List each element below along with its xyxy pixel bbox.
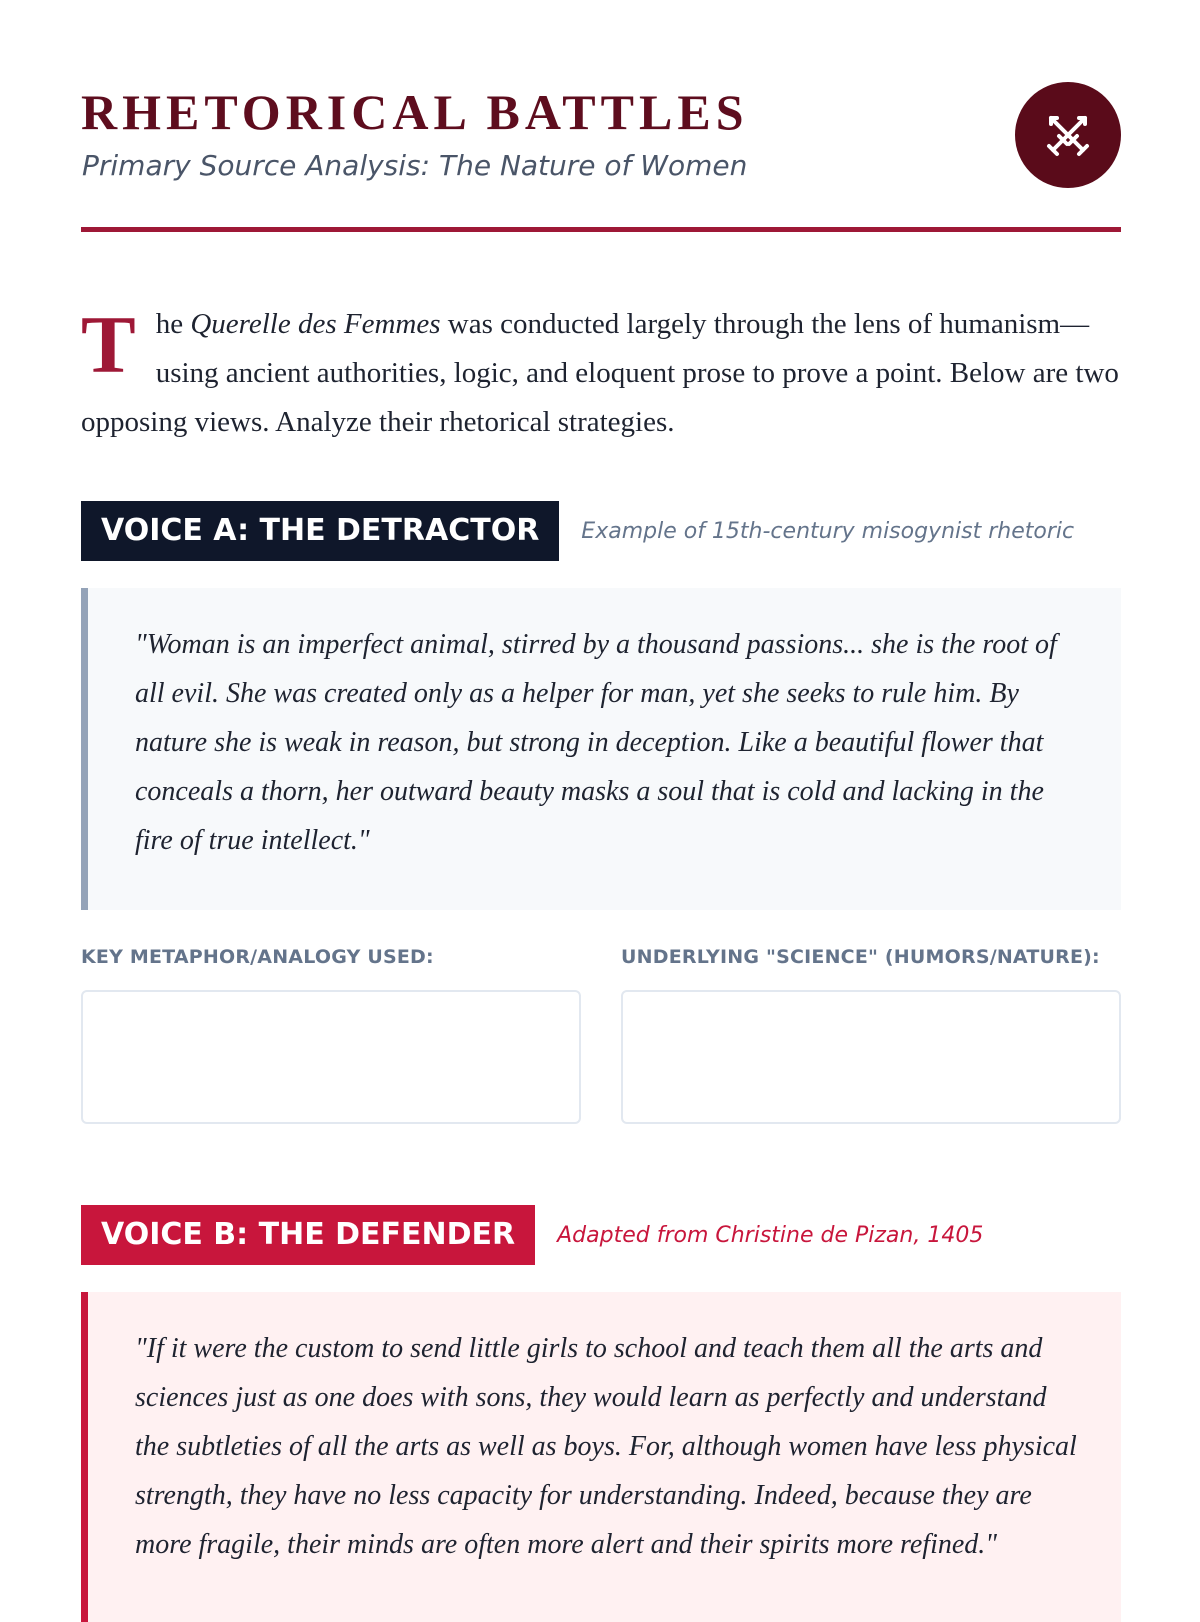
science-answer-box[interactable]: [621, 990, 1121, 1124]
science-field-label: UNDERLYING "SCIENCE" (HUMORS/NATURE):: [621, 946, 1100, 968]
header-divider: [81, 227, 1121, 232]
page-title: RHETORICAL BATTLES: [81, 84, 749, 140]
voice-a-note: Example of 15th-century misogynist rhetoric: [581, 518, 1075, 544]
voice-b-quote: "If it were the custom to send little girls to school and teach them all the arts and sciences just as one does with sons, they would learn as perfectly and understand the subtleties of all the arts as well as boys. For, although women have less physical strength, they have no less capacity for understanding. Indeed, because they are more fragile, their minds are often more alert and their spirits more refined.": [81, 1292, 1121, 1622]
voice-b-header: [81, 1205, 983, 1265]
intro-italic-term: Querelle des Femmes: [190, 308, 441, 340]
metaphor-field-label: KEY METAPHOR/ANALOGY USED:: [81, 946, 434, 968]
voice-a-quote: "Woman is an imperfect animal, stirred by a thousand passions... she is the root of all evil. She was created only as a helper for man, yet she seeks to rule him. By nature she is weak in reason, but strong in deception. Like a beautiful flower that conceals a thorn, her outward beauty masks a soul that is cold and lacking in the fire of true intellect.": [81, 588, 1121, 910]
logo-badge: [1015, 82, 1121, 188]
crossed-swords-icon: [1043, 110, 1093, 160]
voice-a-label: VOICE A: THE DETRACTOR: [81, 501, 559, 561]
metaphor-answer-box[interactable]: [81, 990, 581, 1124]
page-header: [81, 82, 1121, 192]
intro-text-end: was conducted largely through the lens of humanism—using ancient authorities, logic, and eloquent prose to prove a point. Below are two opposing views. Analyze their rhetorical strategies.: [81, 308, 1119, 438]
intro-text-start: he: [155, 308, 191, 340]
voice-b-note: Adapted from Christine de Pizan, 1405: [557, 1222, 984, 1248]
voice-b-label: VOICE B: THE DEFENDER: [81, 1205, 535, 1265]
drop-cap: T: [81, 299, 136, 390]
page-subtitle: Primary Source Analysis: The Nature of Women: [82, 149, 748, 182]
voice-a-header: [81, 501, 1074, 561]
intro-paragraph: [81, 300, 1121, 447]
